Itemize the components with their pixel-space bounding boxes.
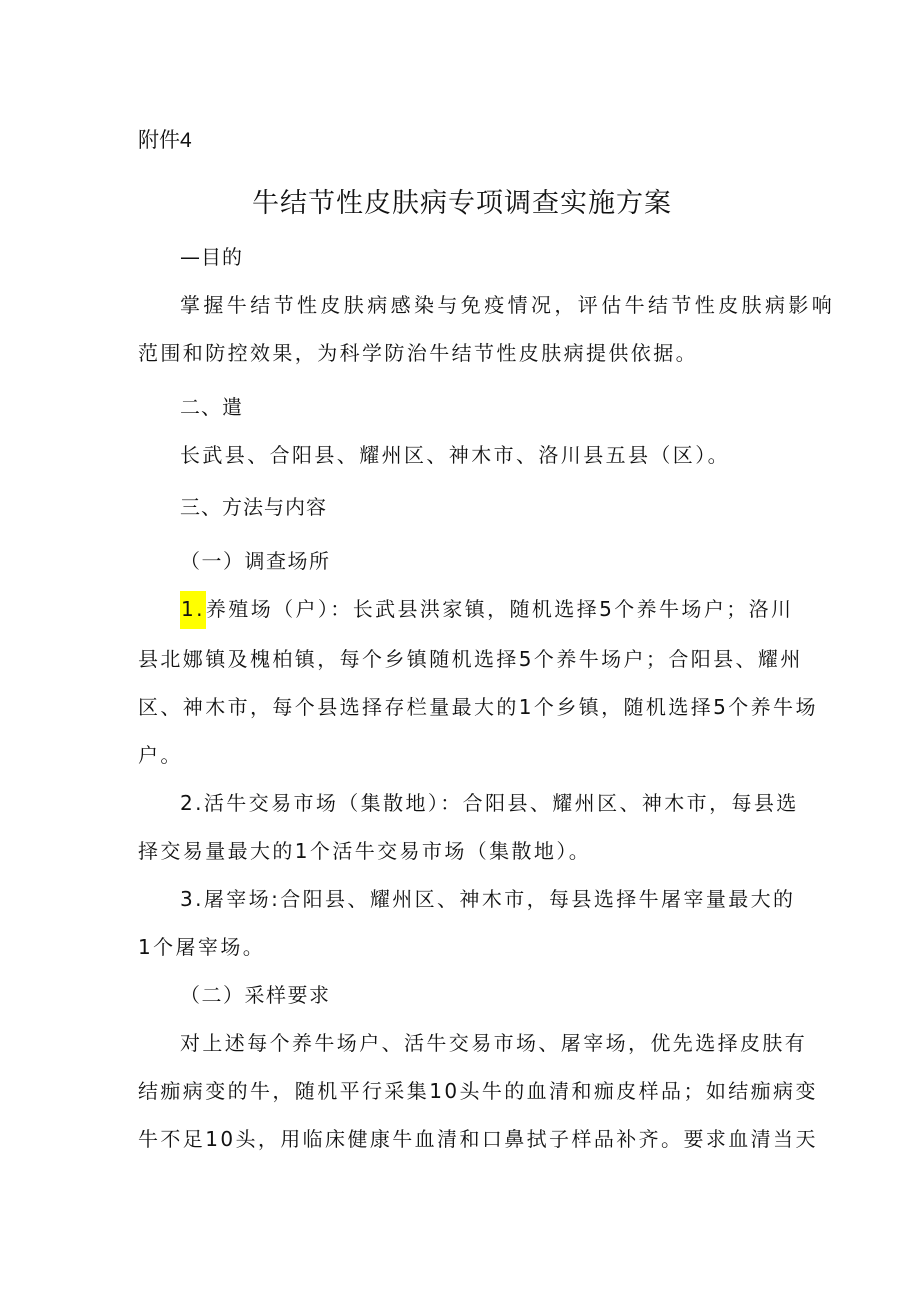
paragraph-line: 择交易量最大的1个活牛交易市场（集散地）。	[138, 839, 592, 863]
highlighted-number: 1.	[180, 591, 206, 629]
annex-label: 附件4	[138, 129, 192, 152]
document-title: 牛结节性皮肤病专项调查实施方案	[252, 188, 672, 219]
list-item-slaughterhouses: 3.屠宰场:合阳县、耀州区、神木市，每县选择牛屠宰量最大的	[180, 887, 796, 911]
subsection-heading-sites: （一）调查场所	[180, 549, 331, 573]
list-item-markets: 2.活牛交易市场（集散地）：合阳县、耀州区、神木市，每县选	[180, 791, 799, 815]
paragraph-line: 掌握牛结节性皮肤病感染与免疫情况，评估牛结节性皮肤病影响	[180, 293, 836, 317]
paragraph-line: 长武县、合阳县、耀州区、神木市、洛川县五县（区）。	[180, 443, 730, 467]
paragraph-line: 区、神木市，每个县选择存栏量最大的1个乡镇，随机选择5个养牛场	[138, 695, 818, 719]
subsection-heading-sampling: （二）采样要求	[180, 983, 331, 1007]
list-item-text: 养殖场（户）：长武县洪家镇，随机选择5个养牛场户；洛川	[205, 597, 794, 621]
paragraph-line: 对上述每个养牛场户、活牛交易市场、屠宰场，优先选择皮肤有	[180, 1031, 808, 1055]
paragraph-line: 结痂病变的牛，随机平行采集10头牛的血清和痂皮样品；如结痂病变	[138, 1079, 818, 1103]
paragraph-line: 户。	[138, 743, 183, 767]
section-heading-methods: 三、方法与内容	[180, 495, 327, 519]
paragraph-line: 1个屠宰场。	[138, 935, 266, 959]
paragraph-line: 范围和防控效果，为科学防治牛结节性皮肤病提供依据。	[138, 341, 698, 365]
section-heading-purpose: —目的	[180, 245, 243, 269]
list-item-farms	[180, 596, 793, 622]
paragraph-line: 牛不足10头，用临床健康牛血清和口鼻拭子样品补齐。要求血清当天	[138, 1127, 818, 1151]
paragraph-line: 县北娜镇及槐柏镇，每个乡镇随机选择5个养牛场户；合阳县、耀州	[138, 647, 803, 671]
section-heading-scope: 二、遣	[180, 395, 243, 419]
